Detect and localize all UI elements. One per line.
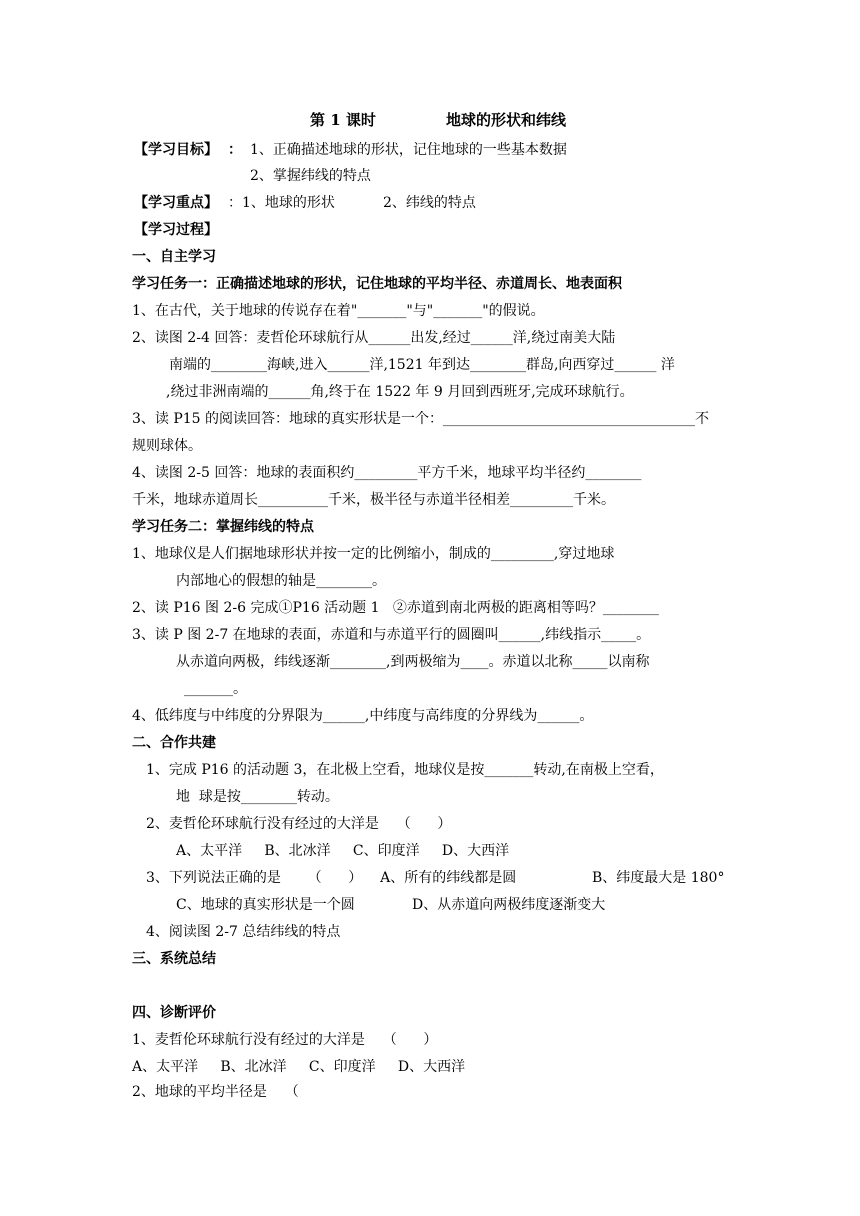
coop-question-3b: B、纬度最大是 180° bbox=[592, 870, 725, 886]
question-2-1a: 1、地球仪是人们据地球形状并按一定的比例缩小，制成的_________,穿过地球 bbox=[132, 546, 615, 562]
coop-question-3d: D、从赤道向两极纬度逐渐变大 bbox=[412, 897, 606, 913]
eval-question-1-options: A、太平洋 B、北冰洋 C、印度洋 D、大西洋 bbox=[132, 1059, 466, 1075]
question-2-2: 2、读 P16 图 2-6 完成①P16 活动题 1 ②赤道到南北两极的距离相等吗？________ bbox=[132, 600, 659, 616]
focus-label: 【学习重点】 bbox=[134, 195, 218, 211]
question-2-3c: _______。 bbox=[184, 681, 247, 697]
question-2-3b: 从赤道向两极，纬线逐渐________,到两极缩为____。赤道以北称_____以南称 bbox=[176, 654, 650, 670]
goals-label: 【学习目标】 bbox=[134, 142, 218, 158]
section-heading-3: 三、系统总结 bbox=[132, 951, 216, 967]
question-2-4: 4、低纬度与中纬度的分界限为______,中纬度与高纬度的分界线为______。 bbox=[132, 708, 594, 724]
question-1-3b: 规则球体。 bbox=[132, 438, 202, 454]
process-label: 【学习过程】 bbox=[134, 222, 218, 238]
task-2-heading: 学习任务二：掌握纬线的特点 bbox=[132, 519, 314, 535]
question-2-3a: 3、读 P 图 2-7 在地球的表面，赤道和与赤道平行的圆圈叫______,纬线指示_____。 bbox=[132, 627, 651, 643]
coop-question-2: 2、麦哲伦环球航行没有经过的大洋是 （ ） bbox=[146, 816, 452, 832]
focus-item-2: 2、纬线的特点 bbox=[383, 195, 476, 211]
section-heading-4: 四、诊断评价 bbox=[132, 1005, 216, 1021]
focus-item-1: ：1、地球的形状 bbox=[228, 195, 335, 211]
coop-question-3c: C、地球的真实形状是一个圆 bbox=[176, 897, 355, 913]
question-1-2c: ,绕过非洲南端的______角,终于在 1522 年 9 月回到西班牙,完成环球航行。 bbox=[166, 384, 634, 400]
section-heading-1: 一、自主学习 bbox=[132, 249, 216, 265]
question-1-4b: 千米，地球赤道周长__________千米，极半径与赤道半径相差_________千米。 bbox=[132, 492, 615, 508]
coop-question-2-options: A、太平洋 B、北冰洋 C、印度洋 D、大西洋 bbox=[176, 843, 510, 859]
eval-question-2: 2、地球的平均半径是 （ bbox=[132, 1084, 299, 1100]
lesson-number: 第 1 课时 bbox=[310, 111, 376, 129]
goal-item-1: 1、正确描述地球的形状，记住地球的一些基本数据 bbox=[250, 142, 567, 158]
coop-question-4: 4、阅读图 2-7 总结纬线的特点 bbox=[146, 924, 341, 940]
task-1-heading: 学习任务一：正确描述地球的形状，记住地球的平均半径、赤道周长、地表面积 bbox=[132, 276, 622, 292]
goals-colon: ： bbox=[228, 142, 242, 158]
coop-question-1a: 1、完成 P16 的活动题 3，在北极上空看，地球仪是按_______转动,在南极上空看， bbox=[146, 762, 664, 778]
question-1-3a: 3、读 P15 的阅读回答：地球的真实形状是一个：____________________________________不 bbox=[132, 411, 710, 427]
question-2-1b: 内部地心的假想的轴是________。 bbox=[176, 573, 386, 589]
coop-question-1b: 地 球是按________转动。 bbox=[176, 789, 339, 805]
eval-question-1: 1、麦哲伦环球航行没有经过的大洋是 （ ） bbox=[132, 1032, 438, 1048]
question-1-1: 1、在古代，关于地球的传说存在着"_______"与"_______"的假说。 bbox=[132, 303, 545, 319]
page-title: 地球的形状和纬线 bbox=[446, 111, 567, 129]
question-1-2a: 2、读图 2-4 回答：麦哲伦环球航行从______出发,经过______洋,绕过南美大陆 bbox=[132, 330, 616, 346]
question-1-2b: 南端的________海峡,进入______洋,1521 年到达________群岛,向西穿过______ 洋 bbox=[169, 357, 675, 373]
goal-item-2: 2、掌握纬线的特点 bbox=[250, 168, 371, 184]
question-1-4a: 4、读图 2-5 回答：地球的表面积约_________平方千米，地球平均半径约________ bbox=[132, 465, 642, 481]
coop-question-3a: 3、下列说法正确的是 （ ） A、所有的纬线都是圆 bbox=[146, 870, 517, 886]
section-heading-2: 二、合作共建 bbox=[132, 735, 216, 751]
